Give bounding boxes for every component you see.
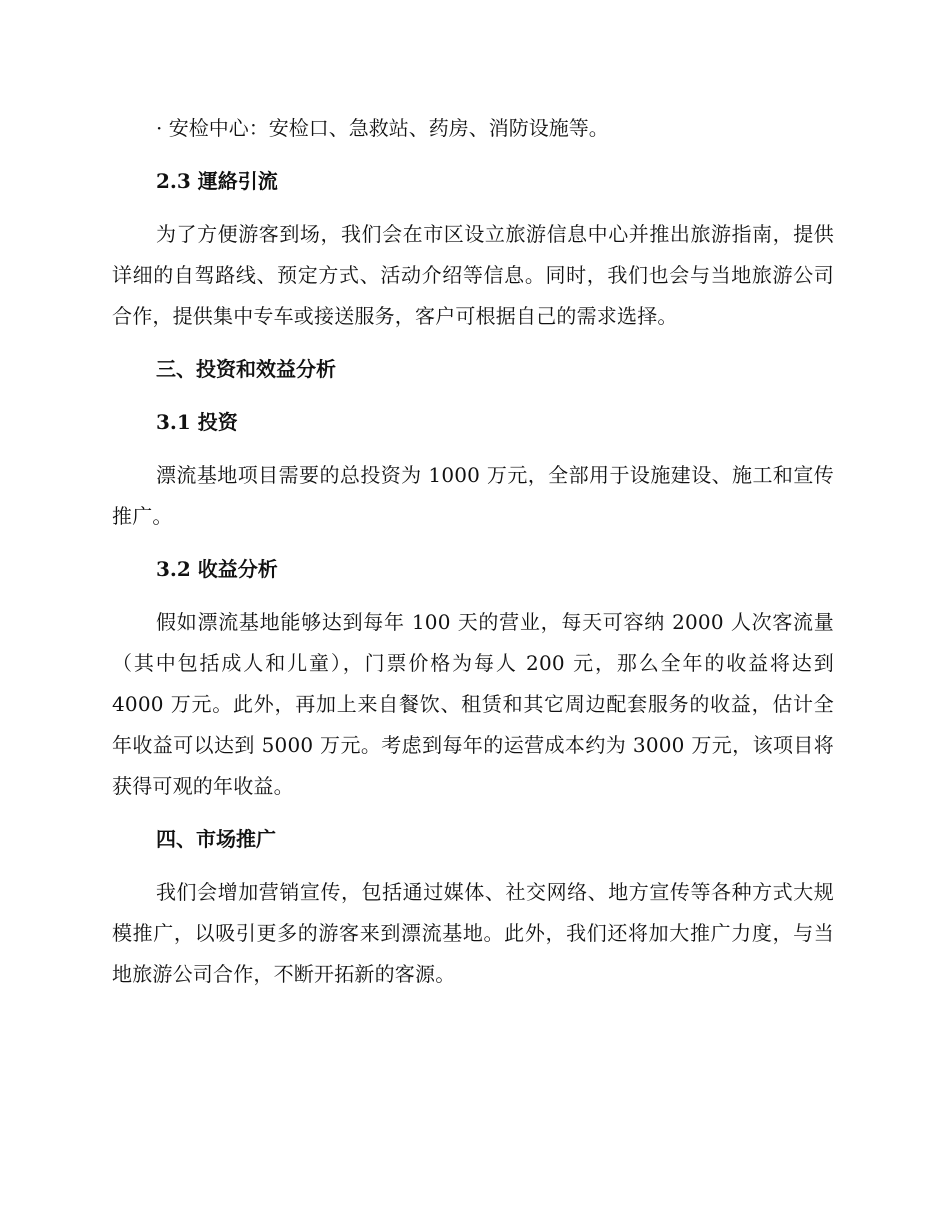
paragraph-2-3: 为了方便游客到场，我们会在市区设立旅游信息中心并推出旅游指南，提供详细的自驾路线、预定方式、活动介绍等信息。同时，我们也会与当地旅游公司合作，提供集中专车或接送服务，客户可根据自己的需求选择。 (112, 222, 834, 328)
bullet-security-center: · 安检中心：安检口、急救站、药房、消防设施等。 (156, 116, 609, 140)
section-heading-2-3: 2.3 運絡引流 (156, 169, 278, 193)
document-page (112, 108, 834, 995)
section-heading-4: 四、市场推广 (156, 827, 276, 851)
section-heading-3-2: 3.2 收益分析 (156, 557, 278, 581)
paragraph-4: 我们会增加营销宣传，包括通过媒体、社交网络、地方宣传等各种方式大规模推广，以吸引更多的游客来到漂流基地。此外，我们还将加大推广力度，与当地旅游公司合作，不断开拓新的客源。 (112, 880, 834, 986)
section-heading-3-1: 3.1 投资 (156, 410, 238, 434)
paragraph-3-1: 漂流基地项目需要的总投资为 1000 万元，全部用于设施建设、施工和宣传推广。 (112, 463, 834, 528)
paragraph-3-2: 假如漂流基地能够达到每年 100 天的营业，每天可容纳 2000 人次客流量（其中包括成人和儿童），门票价格为每人 200 元，那么全年的收益将达到 4000 万元。此外，再加上来自餐饮、租赁和其它周边配套服务的收益，估计全年收益可以达到 5000 万元。考虑到每年的运营成本约为 3000 万元，该项目将获得可观的年收益。 (112, 610, 834, 798)
section-heading-3: 三、投资和效益分析 (156, 357, 336, 381)
